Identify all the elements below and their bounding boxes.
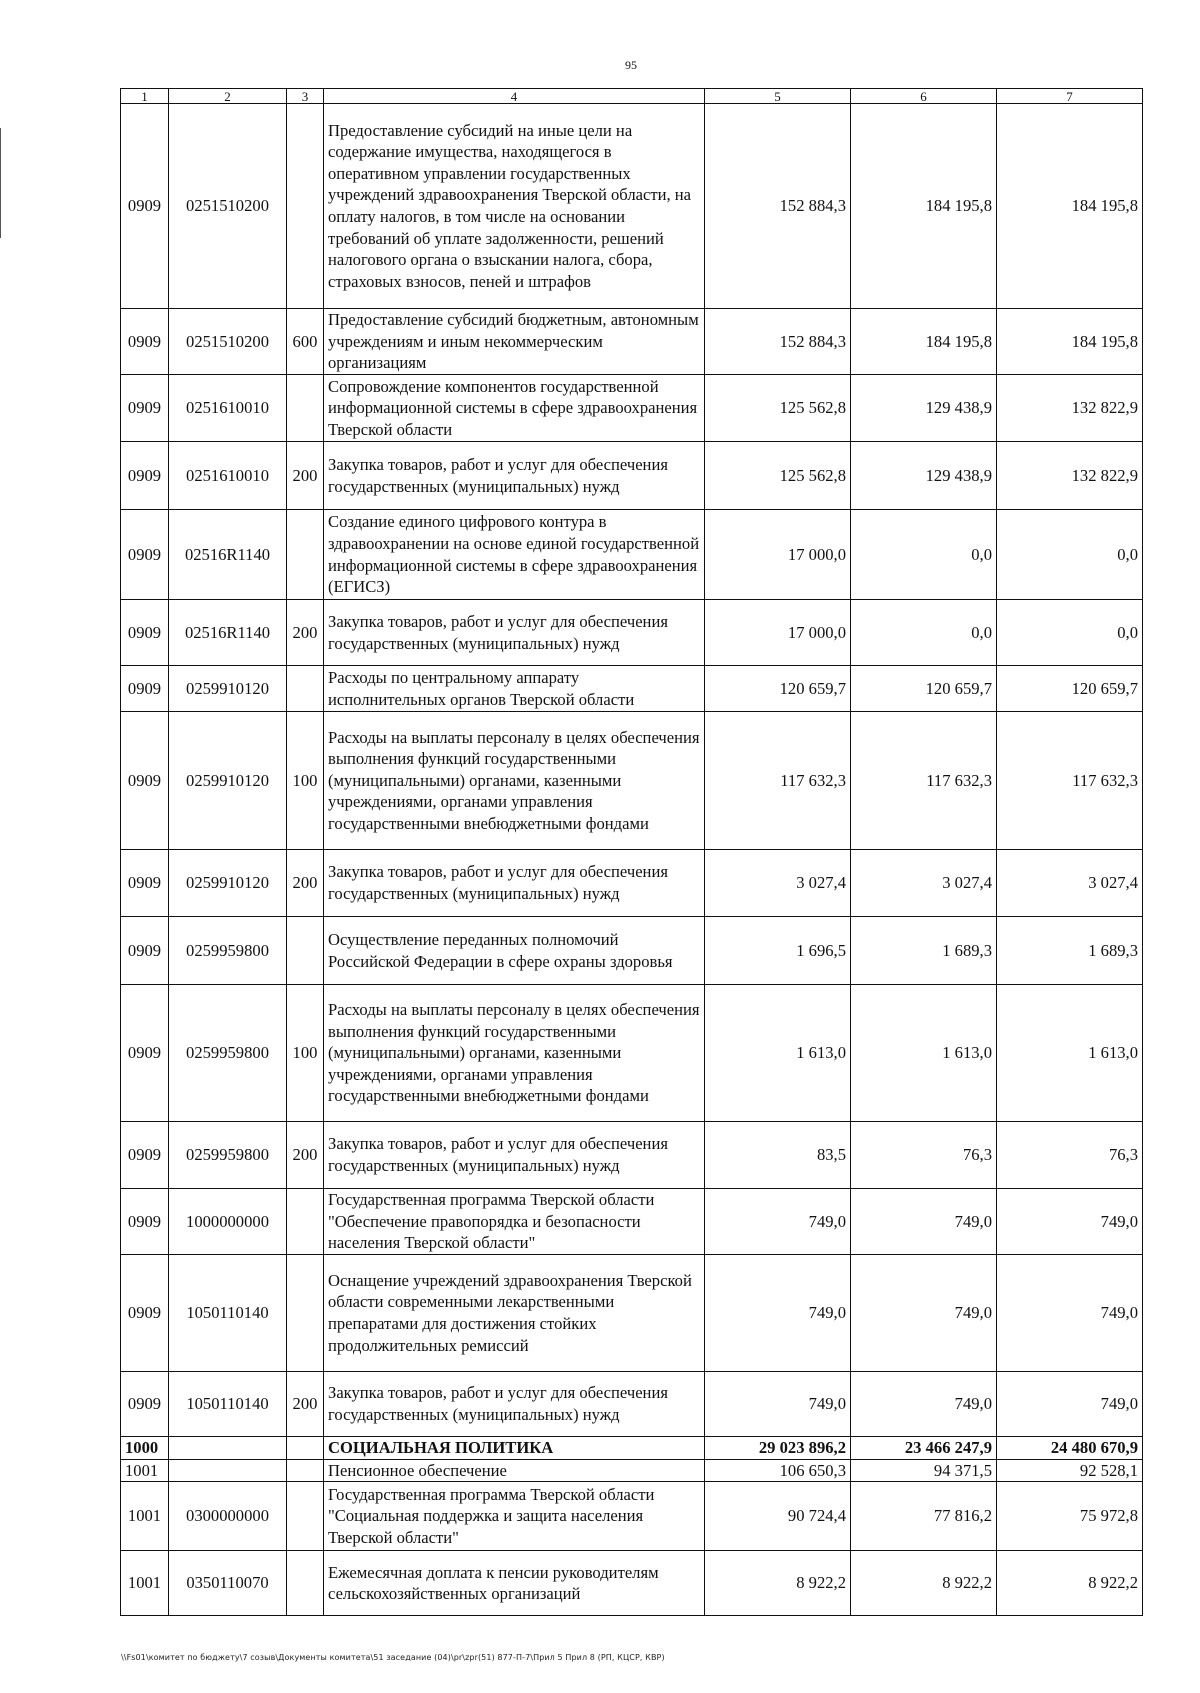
section-code: 1000 — [121, 1437, 169, 1460]
footer-file-path: \\Fs01\комитет по бюджету\7 созыв\Документы комитета\51 заседание (04)\pr\zpr(51) 877-П-7\Прил 5 Прил 8 (РП, КЦСР, КВР) — [121, 1653, 665, 1662]
section-code: 0909 — [121, 104, 169, 309]
item-name: Закупка товаров, работ и услуг для обеспечения государственных (муниципальных) нужд — [324, 1372, 705, 1437]
target-code: 0251610010 — [169, 375, 287, 442]
amount-1: 17 000,0 — [705, 510, 851, 600]
amount-2: 77 816,2 — [851, 1482, 997, 1551]
item-name: Сопровождение компонентов государственной информационной системы в сфере здравоохранения Тверской области — [324, 375, 705, 442]
col-header-name: 4 — [324, 89, 705, 104]
amount-1: 152 884,3 — [705, 309, 851, 375]
target-code: 0251510200 — [169, 309, 287, 375]
target-code: 0259910120 — [169, 850, 287, 917]
section-code: 0909 — [121, 1255, 169, 1372]
amount-3: 92 528,1 — [997, 1459, 1143, 1482]
target-code: 0259959800 — [169, 1122, 287, 1189]
amount-3: 749,0 — [997, 1372, 1143, 1437]
section-code: 0909 — [121, 1122, 169, 1189]
section-code: 0909 — [121, 375, 169, 442]
amount-1: 1 613,0 — [705, 985, 851, 1122]
section-code: 1001 — [121, 1482, 169, 1551]
table-row — [121, 1255, 1143, 1372]
amount-1: 125 562,8 — [705, 375, 851, 442]
section-code: 0909 — [121, 510, 169, 600]
expense-type-code — [287, 1255, 324, 1372]
col-header-amount-3: 7 — [997, 89, 1143, 104]
item-name: Оснащение учреждений здравоохранения Тверской области современными лекарственными препаратами для достижения стойких продолжительных ремиссий — [324, 1255, 705, 1372]
item-name: Пенсионное обеспечение — [324, 1459, 705, 1482]
amount-3: 749,0 — [997, 1255, 1143, 1372]
amount-1: 83,5 — [705, 1122, 851, 1189]
item-name: Предоставление субсидий бюджетным, автономным учреждениям и иным некоммерческим организациям — [324, 309, 705, 375]
expense-type-code: 200 — [287, 850, 324, 917]
item-name: Расходы по центральному аппарату исполнительных органов Тверской области — [324, 666, 705, 712]
amount-2: 749,0 — [851, 1189, 997, 1255]
expense-type-code — [287, 1482, 324, 1551]
amount-1: 120 659,7 — [705, 666, 851, 712]
amount-1: 749,0 — [705, 1189, 851, 1255]
amount-2: 0,0 — [851, 600, 997, 666]
table-row — [121, 1122, 1143, 1189]
expense-type-code: 200 — [287, 1122, 324, 1189]
amount-1: 106 650,3 — [705, 1459, 851, 1482]
table-row — [121, 1372, 1143, 1437]
expense-type-code: 600 — [287, 309, 324, 375]
table-row — [121, 510, 1143, 600]
section-code: 0909 — [121, 712, 169, 850]
target-code — [169, 1437, 287, 1460]
item-name: Государственная программа Тверской области "Социальная поддержка и защита населения Тверской области" — [324, 1482, 705, 1551]
scan-edge-mark — [0, 128, 1, 238]
item-name: Предоставление субсидий на иные цели на содержание имущества, находящегося в оперативном управлении государственных учреждений здравоохранения Тверской области, на оплату налогов, в том числе на основании требований об уплате задолженности, решений налогового органа о взыскании налога, сбора, страховых взносов, пеней и штрафов — [324, 104, 705, 309]
amount-1: 152 884,3 — [705, 104, 851, 309]
amount-1: 117 632,3 — [705, 712, 851, 850]
amount-1: 17 000,0 — [705, 600, 851, 666]
section-code: 0909 — [121, 985, 169, 1122]
table-row — [121, 850, 1143, 917]
amount-2: 1 689,3 — [851, 917, 997, 985]
amount-3: 1 613,0 — [997, 985, 1143, 1122]
section-code: 1001 — [121, 1551, 169, 1616]
col-header-amount-2: 6 — [851, 89, 997, 104]
table-row — [121, 1459, 1143, 1482]
expense-type-code — [287, 375, 324, 442]
table-row — [121, 985, 1143, 1122]
expense-type-code — [287, 1459, 324, 1482]
item-name: Осуществление переданных полномочий Российской Федерации в сфере охраны здоровья — [324, 917, 705, 985]
expense-type-code — [287, 1189, 324, 1255]
amount-2: 1 613,0 — [851, 985, 997, 1122]
amount-2: 76,3 — [851, 1122, 997, 1189]
target-code: 0300000000 — [169, 1482, 287, 1551]
section-code: 0909 — [121, 309, 169, 375]
section-code: 1001 — [121, 1459, 169, 1482]
amount-3: 24 480 670,9 — [997, 1437, 1143, 1460]
col-header-target: 2 — [169, 89, 287, 104]
amount-1: 749,0 — [705, 1372, 851, 1437]
section-code: 0909 — [121, 442, 169, 510]
table-row — [121, 917, 1143, 985]
amount-1: 8 922,2 — [705, 1551, 851, 1616]
target-code: 0251510200 — [169, 104, 287, 309]
target-code — [169, 1459, 287, 1482]
amount-3: 132 822,9 — [997, 375, 1143, 442]
amount-3: 117 632,3 — [997, 712, 1143, 850]
budget-table — [120, 88, 1143, 1616]
expense-type-code: 200 — [287, 1372, 324, 1437]
table-row-section-total — [121, 1437, 1143, 1460]
item-name: Закупка товаров, работ и услуг для обеспечения государственных (муниципальных) нужд — [324, 442, 705, 510]
table-row — [121, 309, 1143, 375]
table-row — [121, 375, 1143, 442]
table-row — [121, 712, 1143, 850]
target-code: 1000000000 — [169, 1189, 287, 1255]
amount-1: 29 023 896,2 — [705, 1437, 851, 1460]
target-code: 1050110140 — [169, 1372, 287, 1437]
amount-2: 23 466 247,9 — [851, 1437, 997, 1460]
amount-2: 184 195,8 — [851, 309, 997, 375]
header-row — [121, 89, 1143, 104]
item-name: Закупка товаров, работ и услуг для обеспечения государственных (муниципальных) нужд — [324, 1122, 705, 1189]
table-row — [121, 666, 1143, 712]
target-code: 0259910120 — [169, 666, 287, 712]
expense-type-code — [287, 510, 324, 600]
amount-2: 129 438,9 — [851, 442, 997, 510]
target-code: 0251610010 — [169, 442, 287, 510]
target-code: 0259959800 — [169, 985, 287, 1122]
amount-3: 184 195,8 — [997, 104, 1143, 309]
amount-3: 184 195,8 — [997, 309, 1143, 375]
amount-2: 117 632,3 — [851, 712, 997, 850]
target-code: 0350110070 — [169, 1551, 287, 1616]
section-code: 0909 — [121, 1189, 169, 1255]
target-code: 02516R1140 — [169, 510, 287, 600]
page-number: 95 — [625, 58, 637, 72]
amount-3: 76,3 — [997, 1122, 1143, 1189]
amount-3: 8 922,2 — [997, 1551, 1143, 1616]
item-name: Создание единого цифрового контура в здравоохранении на основе единой государственной информационной системы в сфере здравоохранения (ЕГИСЗ) — [324, 510, 705, 600]
amount-2: 8 922,2 — [851, 1551, 997, 1616]
amount-2: 749,0 — [851, 1255, 997, 1372]
amount-2: 0,0 — [851, 510, 997, 600]
section-code: 0909 — [121, 850, 169, 917]
target-code: 0259910120 — [169, 712, 287, 850]
amount-2: 120 659,7 — [851, 666, 997, 712]
expense-type-code: 100 — [287, 712, 324, 850]
table-row — [121, 1189, 1143, 1255]
amount-2: 749,0 — [851, 1372, 997, 1437]
amount-2: 129 438,9 — [851, 375, 997, 442]
amount-3: 1 689,3 — [997, 917, 1143, 985]
section-code: 0909 — [121, 917, 169, 985]
col-header-expense-type: 3 — [287, 89, 324, 104]
target-code: 1050110140 — [169, 1255, 287, 1372]
item-name: Расходы на выплаты персоналу в целях обеспечения выполнения функций государственными (муниципальными) органами, казенными учреждениями, органами управления государственными внебюджетными фондами — [324, 985, 705, 1122]
table-row — [121, 442, 1143, 510]
amount-1: 125 562,8 — [705, 442, 851, 510]
amount-3: 3 027,4 — [997, 850, 1143, 917]
amount-3: 749,0 — [997, 1189, 1143, 1255]
item-name: Ежемесячная доплата к пенсии руководителям сельскохозяйственных организаций — [324, 1551, 705, 1616]
expense-type-code — [287, 104, 324, 309]
target-code: 0259959800 — [169, 917, 287, 985]
col-header-section: 1 — [121, 89, 169, 104]
section-code: 0909 — [121, 1372, 169, 1437]
section-code: 0909 — [121, 600, 169, 666]
item-name: Закупка товаров, работ и услуг для обеспечения государственных (муниципальных) нужд — [324, 600, 705, 666]
expense-type-code — [287, 1437, 324, 1460]
amount-1: 90 724,4 — [705, 1482, 851, 1551]
section-code: 0909 — [121, 666, 169, 712]
amount-1: 3 027,4 — [705, 850, 851, 917]
table-row — [121, 104, 1143, 309]
table-row — [121, 1551, 1143, 1616]
table-row — [121, 600, 1143, 666]
item-name: Государственная программа Тверской области "Обеспечение правопорядка и безопасности населения Тверской области" — [324, 1189, 705, 1255]
expense-type-code: 200 — [287, 442, 324, 510]
amount-3: 75 972,8 — [997, 1482, 1143, 1551]
item-name: СОЦИАЛЬНАЯ ПОЛИТИКА — [324, 1437, 705, 1460]
amount-1: 749,0 — [705, 1255, 851, 1372]
expense-type-code — [287, 1551, 324, 1616]
expense-type-code: 200 — [287, 600, 324, 666]
col-header-amount-1: 5 — [705, 89, 851, 104]
amount-2: 94 371,5 — [851, 1459, 997, 1482]
amount-3: 0,0 — [997, 510, 1143, 600]
amount-1: 1 696,5 — [705, 917, 851, 985]
amount-2: 184 195,8 — [851, 104, 997, 309]
table-row — [121, 1482, 1143, 1551]
amount-3: 0,0 — [997, 600, 1143, 666]
amount-3: 132 822,9 — [997, 442, 1143, 510]
item-name: Расходы на выплаты персоналу в целях обеспечения выполнения функций государственными (муниципальными) органами, казенными учреждениями, органами управления государственными внебюджетными фондами — [324, 712, 705, 850]
expense-type-code — [287, 917, 324, 985]
expense-type-code: 100 — [287, 985, 324, 1122]
amount-3: 120 659,7 — [997, 666, 1143, 712]
expense-type-code — [287, 666, 324, 712]
target-code: 02516R1140 — [169, 600, 287, 666]
amount-2: 3 027,4 — [851, 850, 997, 917]
item-name: Закупка товаров, работ и услуг для обеспечения государственных (муниципальных) нужд — [324, 850, 705, 917]
